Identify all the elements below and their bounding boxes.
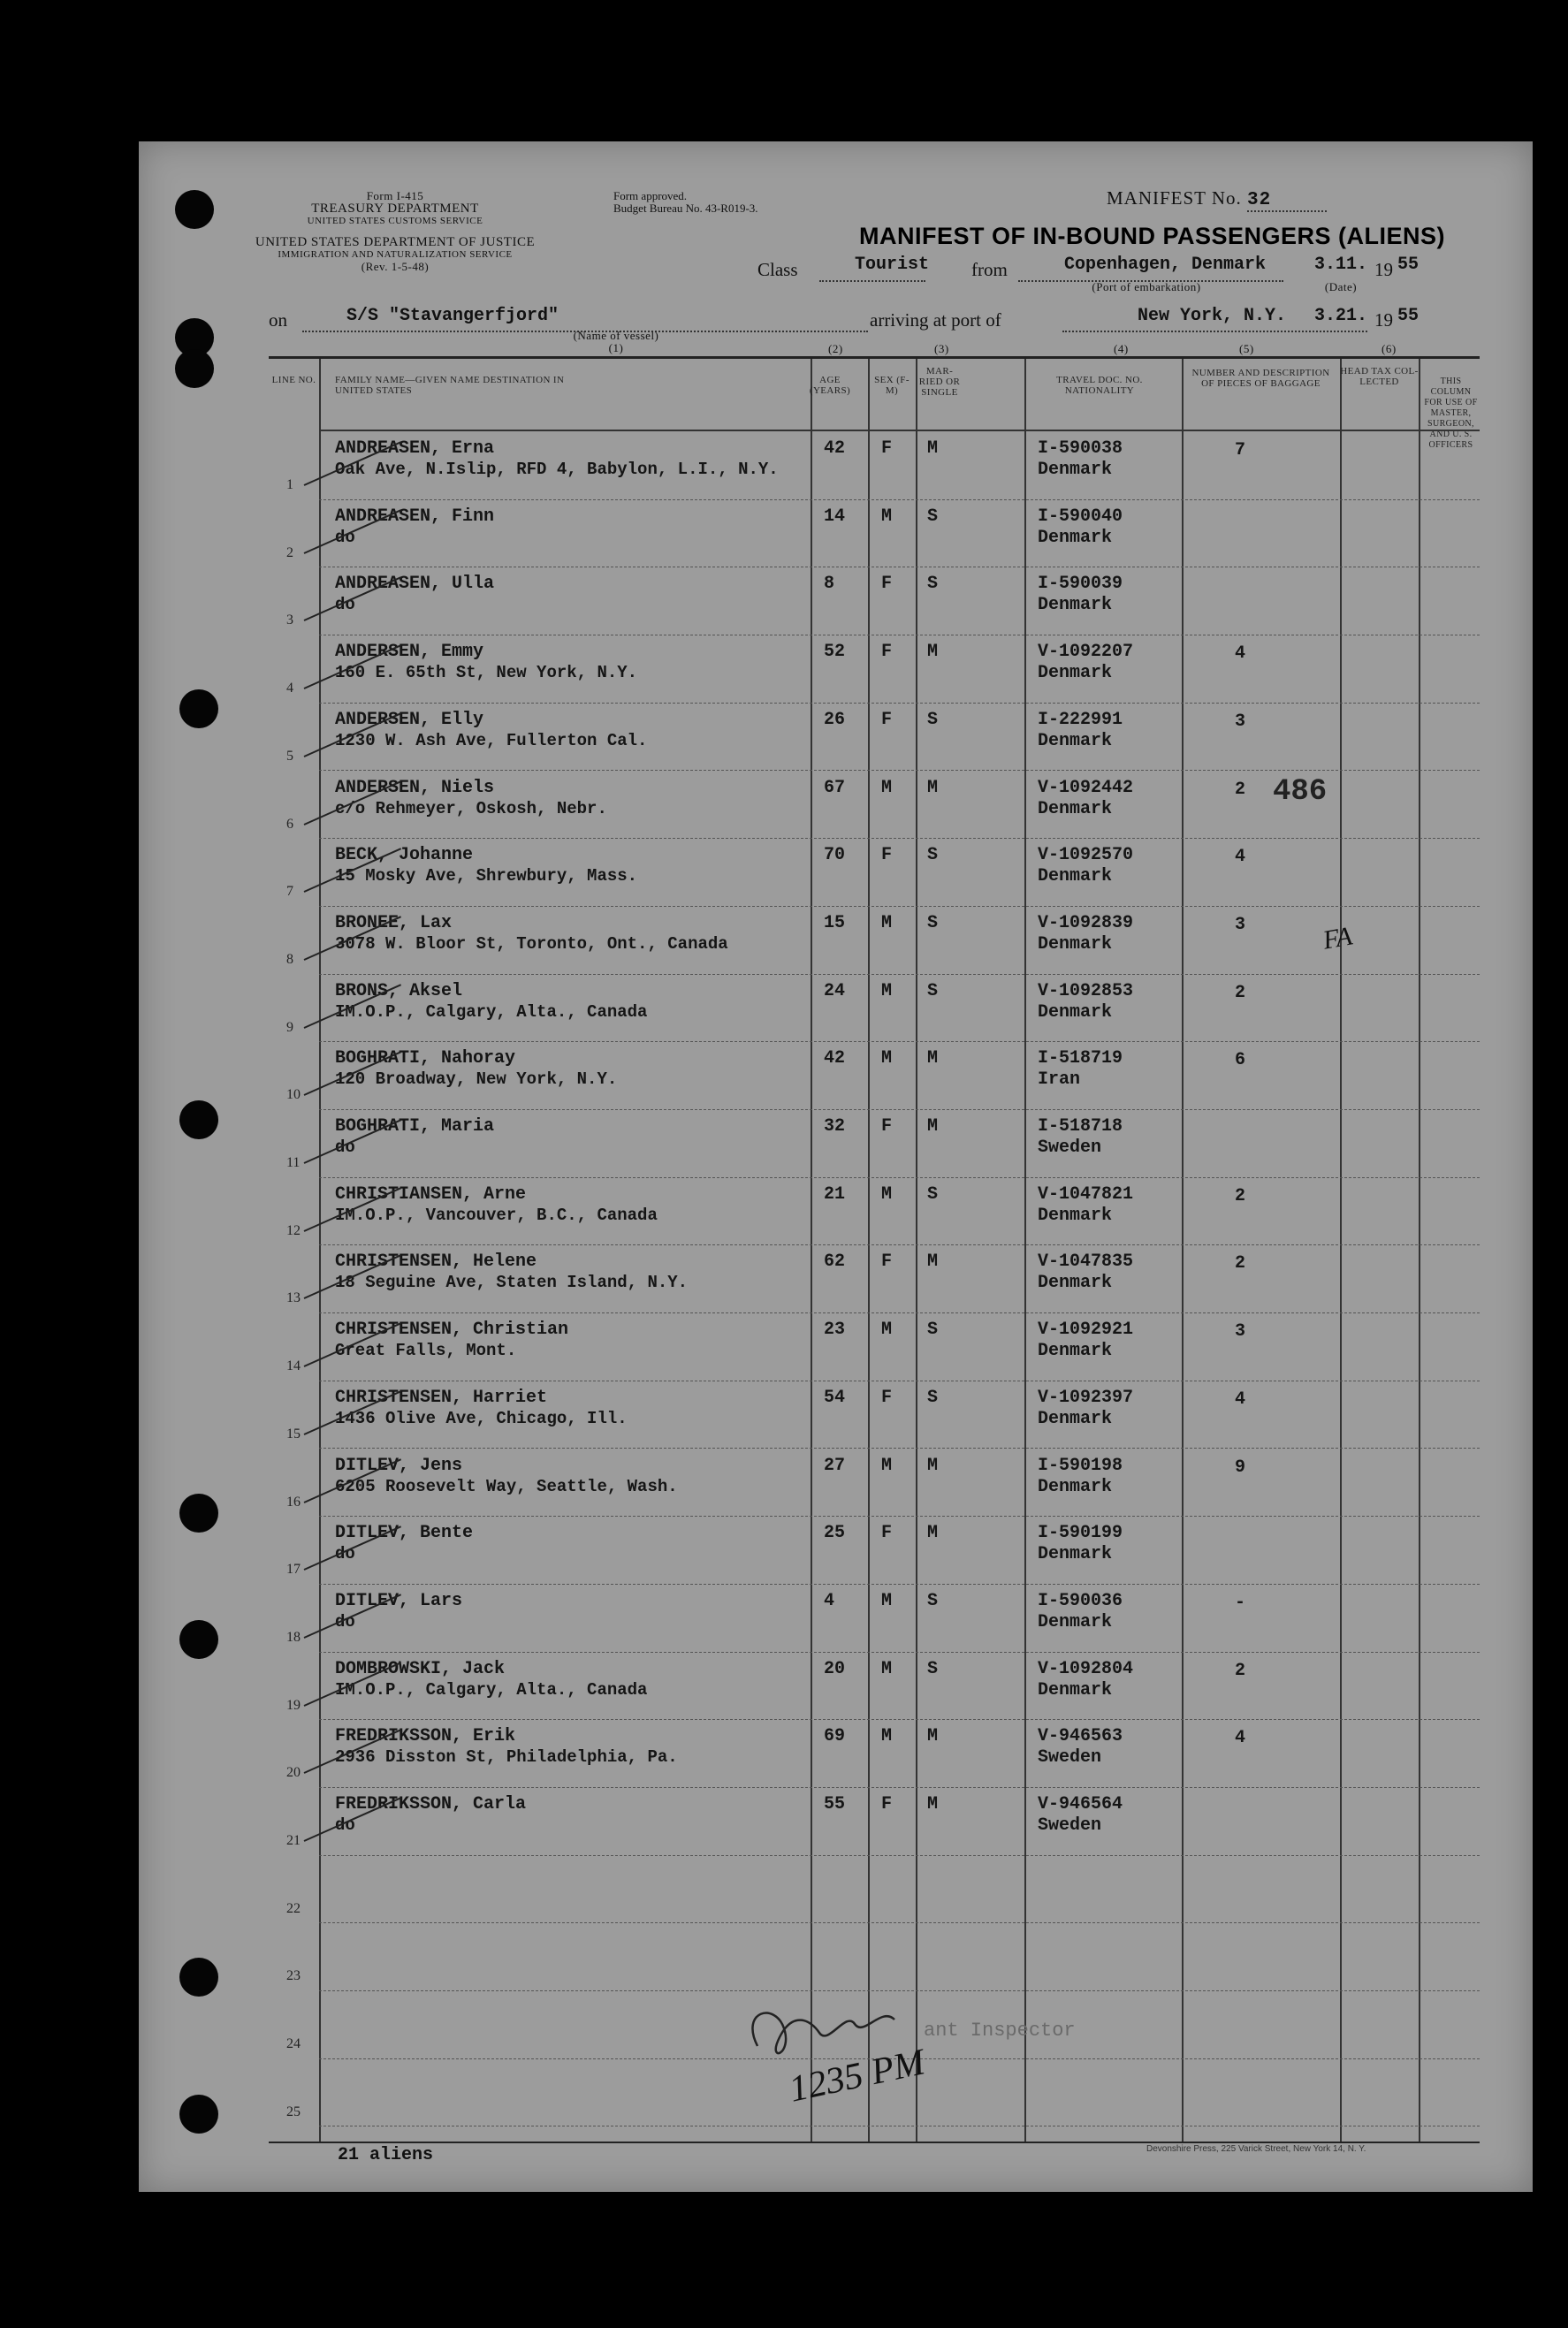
passenger-destination: IM.O.P., Calgary, Alta., Canada: [335, 1679, 648, 1700]
line-number: 25: [286, 2104, 301, 2119]
embark-year-prefix: 19: [1374, 259, 1393, 280]
col-headtax: HEAD TAX COL-LECTED: [1340, 366, 1419, 387]
nationality: Denmark: [1038, 1408, 1113, 1429]
passenger-sex: F: [881, 574, 893, 595]
table-row: [269, 1244, 1480, 1312]
passenger-sex: M: [881, 1590, 893, 1611]
passenger-marital: S: [927, 845, 939, 866]
passenger-name: CHRISTENSEN, Helene: [335, 1251, 537, 1273]
line-number: 12: [286, 1222, 301, 1238]
travel-doc-no: V-1092804: [1038, 1658, 1134, 1679]
travel-doc-no: V-1092853: [1038, 980, 1134, 1001]
line-number: 11: [286, 1155, 301, 1170]
line-number: 7: [286, 884, 293, 900]
manifest-number: [1107, 187, 1327, 212]
margin-number: 486: [1273, 775, 1328, 809]
passenger-marital: S: [927, 980, 939, 1001]
table-row: [269, 1109, 1480, 1177]
embark-date: 3.11.: [1314, 255, 1368, 275]
passenger-age: 42: [824, 1048, 846, 1069]
passenger-name: ANDERSEN, Emmy: [335, 642, 484, 663]
passenger-age: 20: [824, 1658, 846, 1679]
passenger-age: 32: [824, 1116, 846, 1137]
passenger-name: FREDRIKSSON, Carla: [335, 1794, 527, 1814]
passenger-name: DITLEV, Bente: [335, 1523, 474, 1544]
nationality: Sweden: [1038, 1815, 1102, 1836]
passenger-age: 54: [824, 1387, 846, 1408]
passenger-sex: F: [881, 1116, 893, 1137]
form-revision: (Rev. 1-5-48): [361, 260, 430, 273]
passenger-name: DITLEV, Jens: [335, 1455, 463, 1476]
passenger-destination: do: [335, 1815, 355, 1835]
nationality: Denmark: [1038, 460, 1113, 480]
passenger-name: ANDREASEN, Finn: [335, 506, 495, 527]
passenger-name: BRONS, Aksel: [335, 980, 463, 1001]
travel-doc-no: I-590039: [1038, 574, 1123, 595]
col-sex: SEX (F-M): [874, 375, 910, 396]
printer-imprint: Devonshire Press, 225 Varick Street, New York 14, N. Y.: [1146, 2144, 1366, 2154]
passenger-destination: do: [335, 1137, 355, 1157]
passenger-marital: S: [927, 1320, 939, 1341]
nationality: Denmark: [1038, 663, 1113, 684]
arrival-port: New York, N.Y.: [1138, 306, 1287, 326]
passenger-age: 24: [824, 980, 846, 1001]
travel-doc-no: I-590199: [1038, 1523, 1123, 1544]
on-label: on: [269, 309, 287, 331]
nationality: Iran: [1038, 1069, 1081, 1091]
passenger-destination: 160 E. 65th St, New York, N.Y.: [335, 663, 638, 683]
nationality: Denmark: [1038, 1679, 1113, 1700]
nationality: Denmark: [1038, 595, 1113, 616]
baggage-count: 2: [1235, 1253, 1246, 1274]
baggage-count: 2: [1235, 982, 1246, 1003]
passenger-name: ANDREASEN, Ulla: [335, 574, 495, 595]
col-married: MAR-RIED OR SINGLE: [918, 366, 961, 398]
col-officers: THIS COLUMN FOR USE OF MASTER, SURGEON, AND U. S. OFFICERS: [1424, 377, 1478, 450]
passenger-marital: M: [927, 777, 939, 798]
nationality: Denmark: [1038, 730, 1113, 751]
binder-hole: [179, 1100, 218, 1139]
table-row: [269, 838, 1480, 906]
line-number: 14: [286, 1358, 301, 1374]
nationality: Sweden: [1038, 1137, 1102, 1158]
passenger-marital: M: [927, 1048, 939, 1069]
travel-doc-no: I-590038: [1038, 438, 1123, 459]
line-number: 13: [286, 1290, 301, 1306]
nationality: Denmark: [1038, 866, 1113, 887]
table-row: [269, 1855, 1480, 1923]
table-row: [269, 1041, 1480, 1109]
passenger-sex: M: [881, 506, 893, 527]
passenger-destination: 15 Mosky Ave, Shrewbury, Mass.: [335, 866, 638, 886]
table-row: [269, 567, 1480, 635]
passenger-destination: do: [335, 595, 355, 615]
travel-doc-no: V-1092442: [1038, 777, 1134, 798]
passenger-name: BECK, Johanne: [335, 845, 474, 866]
manifest-label: MANIFEST No.: [1107, 187, 1242, 209]
passenger-age: 26: [824, 709, 846, 730]
baggage-count: 9: [1235, 1457, 1246, 1478]
line-number: 22: [286, 1900, 301, 1916]
baggage-count: 4: [1235, 1728, 1246, 1749]
passenger-age: 21: [824, 1183, 846, 1205]
table-row: [269, 1381, 1480, 1449]
passenger-marital: S: [927, 912, 939, 933]
passenger-destination: 18 Seguine Ave, Staten Island, N.Y.: [335, 1273, 689, 1293]
travel-doc-no: V-946563: [1038, 1726, 1123, 1747]
binder-hole: [175, 349, 214, 388]
table-row: [269, 1719, 1480, 1787]
line-number: 6: [286, 816, 293, 832]
line-number: 2: [286, 544, 293, 560]
line-number: 16: [286, 1494, 301, 1510]
nationality: Denmark: [1038, 527, 1113, 548]
col-doc: TRAVEL DOC. NO. NATIONALITY: [1056, 375, 1143, 396]
colno-5: (5): [1239, 342, 1254, 355]
travel-doc-no: I-518718: [1038, 1116, 1123, 1137]
passenger-sex: M: [881, 1455, 893, 1476]
passenger-name: CHRISTIANSEN, Arne: [335, 1183, 527, 1205]
line-number: 17: [286, 1562, 301, 1578]
passenger-marital: M: [927, 438, 939, 459]
customs-service: UNITED STATES CUSTOMS SERVICE: [307, 216, 483, 226]
passenger-marital: S: [927, 506, 939, 527]
table-row: [269, 1312, 1480, 1381]
line-number: 4: [286, 681, 293, 696]
arriving-label: arriving at port of: [870, 309, 1001, 331]
travel-doc-no: V-1092839: [1038, 912, 1134, 933]
nationality: Sweden: [1038, 1747, 1102, 1769]
vessel-colno: (1): [608, 341, 624, 354]
passenger-destination: do: [335, 527, 355, 547]
passenger-marital: M: [927, 1251, 939, 1273]
nationality: Denmark: [1038, 1544, 1113, 1565]
baggage-count: 3: [1235, 711, 1246, 732]
passenger-marital: S: [927, 709, 939, 730]
passenger-sex: F: [881, 1794, 893, 1814]
baggage-count: 4: [1235, 1388, 1246, 1410]
nationality: Denmark: [1038, 798, 1113, 819]
passenger-marital: S: [927, 1183, 939, 1205]
passenger-age: 15: [824, 912, 846, 933]
table-row: [269, 1516, 1480, 1584]
passenger-sex: F: [881, 438, 893, 459]
passenger-sex: M: [881, 777, 893, 798]
line-number: 8: [286, 951, 293, 967]
passenger-name: BRONEE, Lax: [335, 912, 453, 933]
table-row: [269, 1449, 1480, 1517]
passenger-sex: F: [881, 642, 893, 663]
passenger-destination: 1436 Olive Ave, Chicago, Ill.: [335, 1408, 628, 1428]
binder-hole: [179, 689, 218, 728]
line-number: 15: [286, 1426, 301, 1442]
col-age: AGE (YEARS): [809, 375, 851, 396]
binder-hole: [179, 1620, 218, 1659]
table-row: [269, 974, 1480, 1042]
signature-time: 1235 PM: [785, 2042, 929, 2111]
line-number: 1: [286, 477, 293, 492]
line-number: 20: [286, 1765, 301, 1781]
passenger-age: 70: [824, 845, 846, 866]
passenger-destination: IM.O.P., Vancouver, B.C., Canada: [335, 1205, 658, 1225]
line-number: 18: [286, 1629, 301, 1645]
passenger-name: ANDREASEN, Erna: [335, 438, 495, 459]
passenger-destination: Oak Ave, N.Islip, RFD 4, Babylon, L.I., N.Y.: [335, 460, 779, 479]
line-number: 5: [286, 748, 293, 764]
passenger-destination: do: [335, 1611, 355, 1632]
line-number: 3: [286, 612, 293, 628]
col-name: FAMILY NAME—GIVEN NAME DESTINATION IN UNITED STATES: [335, 375, 565, 396]
binder-hole: [179, 2095, 218, 2134]
class-value: Tourist: [855, 255, 930, 275]
passenger-name: BOGHRATI, Maria: [335, 1116, 495, 1137]
table-row: [269, 1177, 1480, 1245]
passenger-age: 52: [824, 642, 846, 663]
arrival-date: 3.21.: [1314, 306, 1368, 326]
passenger-age: 4: [824, 1590, 835, 1611]
table-row: [269, 1922, 1480, 1990]
passenger-table: [269, 356, 1480, 2143]
passenger-age: 67: [824, 777, 846, 798]
passenger-destination: 6205 Roosevelt Way, Seattle, Wash.: [335, 1476, 678, 1496]
passenger-destination: 3078 W. Bloor St, Toronto, Ont., Canada: [335, 933, 728, 954]
travel-doc-no: V-1092207: [1038, 642, 1134, 663]
table-row: [269, 703, 1480, 771]
vessel-name: S/S "Stavangerfjord": [346, 306, 559, 326]
passenger-age: 8: [824, 574, 835, 595]
passenger-marital: M: [927, 1794, 939, 1814]
passenger-name: DITLEV, Lars: [335, 1590, 463, 1611]
passenger-age: 25: [824, 1523, 846, 1544]
passenger-marital: S: [927, 1658, 939, 1679]
nationality: Denmark: [1038, 1341, 1113, 1362]
manifest-title: MANIFEST OF IN-BOUND PASSENGERS (ALIENS): [859, 223, 1446, 249]
baggage-count: -: [1235, 1592, 1246, 1613]
binder-hole: [179, 1958, 218, 1997]
table-row: [269, 635, 1480, 703]
nationality: Denmark: [1038, 1611, 1113, 1632]
form-approval: [613, 190, 758, 215]
alien-count: 21 aliens: [338, 2145, 434, 2165]
class-label: Class: [757, 259, 798, 280]
passenger-sex: F: [881, 1523, 893, 1544]
table-row: [269, 431, 1480, 499]
table-row: [269, 499, 1480, 567]
passenger-marital: S: [927, 1590, 939, 1611]
travel-doc-no: V-1047821: [1038, 1183, 1134, 1205]
ins-service: IMMIGRATION AND NATURALIZATION SERVICE: [278, 249, 513, 260]
passenger-name: FREDRIKSSON, Erik: [335, 1726, 516, 1747]
inspector-signature: [740, 1993, 929, 2130]
baggage-count: 7: [1235, 440, 1246, 460]
passenger-sex: F: [881, 1251, 893, 1273]
table-row: [269, 906, 1480, 974]
margin-initials: FA: [1321, 921, 1355, 955]
colno-4: (4): [1114, 342, 1129, 355]
travel-doc-no: V-1092570: [1038, 845, 1134, 866]
justice-dept: UNITED STATES DEPARTMENT OF JUSTICE: [255, 235, 536, 249]
inspector-stamp: ant Inspector: [924, 2020, 1076, 2042]
travel-doc-no: V-946564: [1038, 1794, 1123, 1814]
baggage-count: 2: [1235, 779, 1246, 800]
nationality: Denmark: [1038, 933, 1113, 955]
table-row: [269, 1787, 1480, 1855]
line-number: 24: [286, 2036, 301, 2052]
binder-hole: [175, 190, 214, 229]
form-header-treasury: [307, 190, 483, 227]
passenger-sex: M: [881, 1658, 893, 1679]
passenger-destination: Great Falls, Mont.: [335, 1341, 517, 1361]
passenger-marital: M: [927, 1523, 939, 1544]
passenger-marital: M: [927, 1116, 939, 1137]
travel-doc-no: V-1092921: [1038, 1320, 1134, 1341]
passenger-destination: c/o Rehmeyer, Oskosh, Nebr.: [335, 798, 607, 818]
line-number: 21: [286, 1833, 301, 1848]
passenger-age: 14: [824, 506, 846, 527]
travel-doc-no: I-518719: [1038, 1048, 1123, 1069]
treasury-dept: TREASURY DEPARTMENT: [311, 202, 479, 216]
baggage-count: 4: [1235, 847, 1246, 868]
colno-3: (3): [934, 342, 949, 355]
passenger-destination: 1230 W. Ash Ave, Fullerton Cal.: [335, 730, 648, 750]
baggage-count: 4: [1235, 643, 1246, 665]
vessel-caption-text: (Name of vessel): [573, 329, 659, 342]
passenger-sex: M: [881, 912, 893, 933]
passenger-age: 27: [824, 1455, 846, 1476]
passenger-sex: F: [881, 1387, 893, 1408]
arrival-year-prefix: 19: [1374, 309, 1393, 331]
form-approved: Form approved.: [613, 189, 688, 202]
passenger-name: DOMBROWSKI, Jack: [335, 1658, 506, 1679]
passenger-marital: S: [927, 574, 939, 595]
embark-year: 55: [1397, 255, 1420, 275]
embark-caption: (Port of embarkation): [1092, 280, 1201, 293]
passenger-destination: do: [335, 1544, 355, 1564]
binder-hole: [179, 1494, 218, 1533]
passenger-marital: M: [927, 642, 939, 663]
passenger-marital: M: [927, 1726, 939, 1747]
nationality: Denmark: [1038, 1273, 1113, 1294]
col-baggage: NUMBER AND DESCRIPTION OF PIECES OF BAGGAGE: [1191, 368, 1330, 389]
passenger-sex: M: [881, 980, 893, 1001]
passenger-name: ANDERSEN, Elly: [335, 709, 484, 730]
baggage-count: 3: [1235, 914, 1246, 935]
baggage-count: 2: [1235, 1185, 1246, 1206]
passenger-sex: F: [881, 709, 893, 730]
budget-bureau: Budget Bureau No. 43-R019-3.: [613, 202, 758, 215]
travel-doc-no: V-1047835: [1038, 1251, 1134, 1273]
passenger-name: BOGHRATI, Nahoray: [335, 1048, 516, 1069]
passenger-sex: M: [881, 1183, 893, 1205]
manifest-value: 32: [1247, 190, 1327, 212]
passenger-age: 42: [824, 438, 846, 459]
passenger-sex: M: [881, 1726, 893, 1747]
travel-doc-no: I-590198: [1038, 1455, 1123, 1476]
travel-doc-no: V-1092397: [1038, 1387, 1134, 1408]
table-row: [269, 1584, 1480, 1652]
travel-doc-no: I-590036: [1038, 1590, 1123, 1611]
passenger-marital: M: [927, 1455, 939, 1476]
travel-doc-no: I-590040: [1038, 506, 1123, 527]
manifest-sheet: [139, 141, 1533, 2192]
passenger-destination: 120 Broadway, New York, N.Y.: [335, 1069, 618, 1090]
col-line: LINE NO.: [271, 375, 316, 385]
arrival-year: 55: [1397, 306, 1420, 326]
passenger-sex: F: [881, 845, 893, 866]
passenger-sex: M: [881, 1320, 893, 1341]
passenger-name: CHRISTENSEN, Christian: [335, 1320, 569, 1341]
passenger-name: ANDERSEN, Niels: [335, 777, 495, 798]
table-row: [269, 1652, 1480, 1720]
from-label: from: [971, 259, 1008, 280]
passenger-age: 55: [824, 1794, 846, 1814]
line-number: 9: [286, 1019, 293, 1035]
form-number: Form I-415: [366, 189, 424, 202]
date-caption: (Date): [1324, 280, 1358, 293]
nationality: Denmark: [1038, 1476, 1113, 1497]
baggage-count: 6: [1235, 1050, 1246, 1071]
passenger-marital: S: [927, 1387, 939, 1408]
passenger-name: CHRISTENSEN, Harriet: [335, 1387, 548, 1408]
baggage-count: 3: [1235, 1321, 1246, 1343]
line-number: 19: [286, 1697, 301, 1713]
baggage-count: 2: [1235, 1660, 1246, 1681]
colno-2: (2): [828, 342, 843, 355]
passenger-age: 62: [824, 1251, 846, 1273]
passenger-destination: 2936 Disston St, Philadelphia, Pa.: [335, 1747, 678, 1768]
vessel-caption: [545, 330, 687, 354]
travel-doc-no: I-222991: [1038, 709, 1123, 730]
passenger-age: 23: [824, 1320, 846, 1341]
colno-6: (6): [1382, 342, 1397, 355]
nationality: Denmark: [1038, 1205, 1113, 1226]
form-header-justice: [254, 236, 537, 273]
passenger-destination: IM.O.P., Calgary, Alta., Canada: [335, 1001, 648, 1022]
passenger-sex: M: [881, 1048, 893, 1069]
line-number: 10: [286, 1087, 301, 1103]
line-number: 23: [286, 1968, 301, 1984]
nationality: Denmark: [1038, 1001, 1113, 1023]
embark-port: Copenhagen, Denmark: [1064, 255, 1267, 275]
passenger-age: 69: [824, 1726, 846, 1747]
